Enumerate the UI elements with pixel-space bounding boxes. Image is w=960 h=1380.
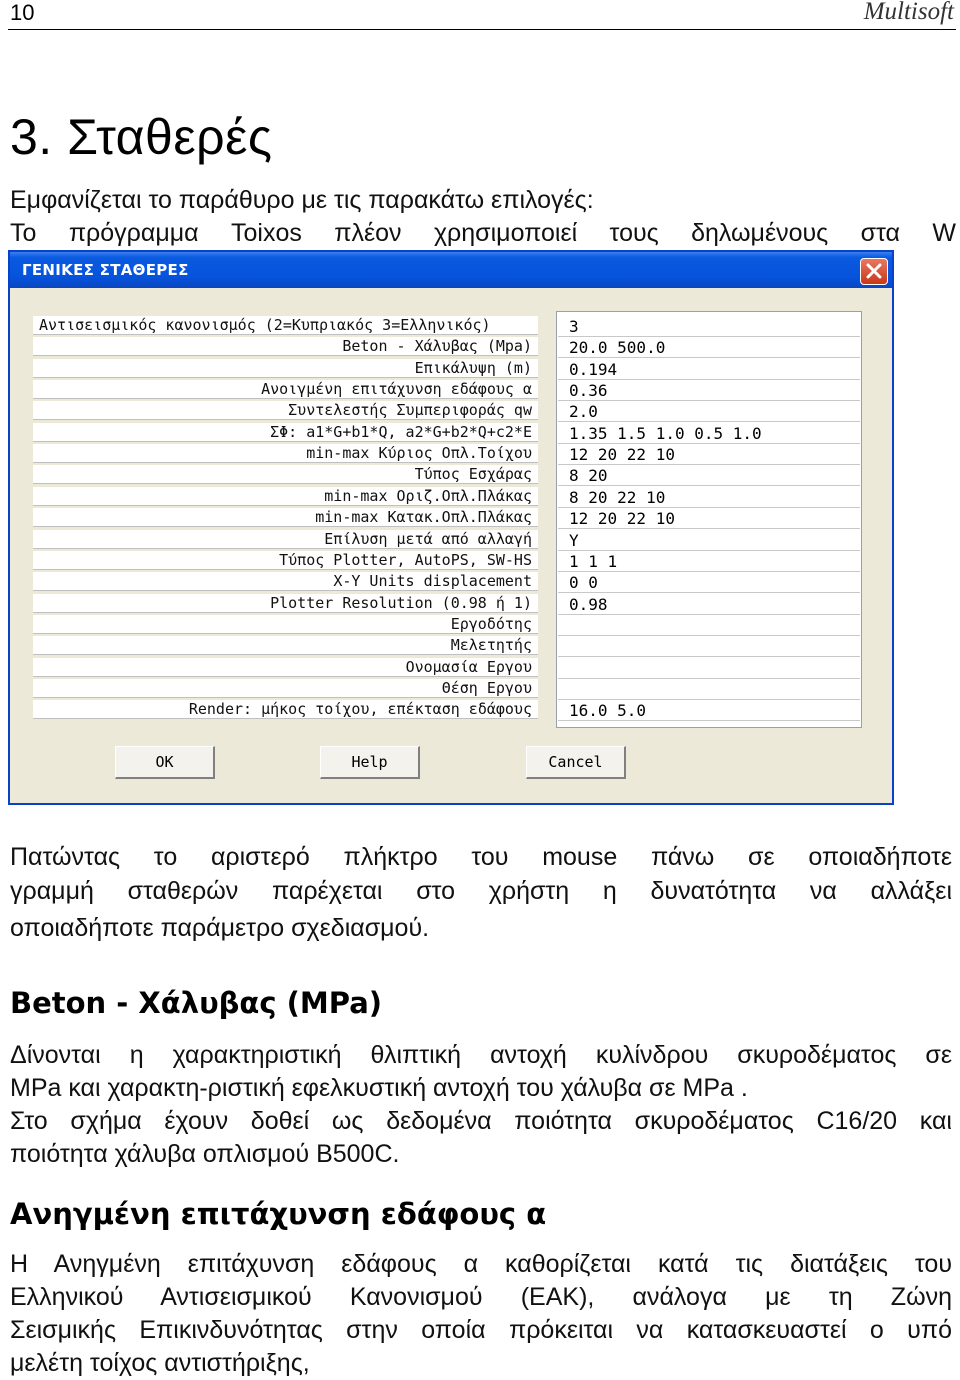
constant-label[interactable]: ΣΦ: a1*G+b1*Q, a2*G+b2*Q+c2*E <box>33 423 538 442</box>
constant-label[interactable]: Beton - Χάλυβας (Mpa) <box>33 337 538 356</box>
constant-value-field[interactable]: 20.0 500.0 <box>558 338 860 358</box>
cancel-button[interactable]: Cancel <box>526 746 626 779</box>
constant-label[interactable]: Render: μήκος τοίχου, επέκταση εδάφους <box>33 700 538 719</box>
brand-name: Multisoft <box>863 0 954 25</box>
constant-label[interactable]: min-max Κατακ.Οπλ.Πλάκας <box>33 508 538 527</box>
constant-value-field[interactable]: 8 20 22 10 <box>558 488 860 508</box>
constant-label[interactable]: Μελετητής <box>33 636 538 655</box>
constant-label[interactable]: min-max Οριζ.Οπλ.Πλάκας <box>33 487 538 506</box>
constant-label[interactable]: Θέση Εργου <box>33 679 538 698</box>
para1-line-3: οποιαδήποτε παράμετρο σχεδιασμού. <box>10 914 430 942</box>
constant-value-field[interactable]: 16.0 5.0 <box>558 701 860 721</box>
constant-label[interactable]: Τύπος Εσχάρας <box>33 465 538 484</box>
page-number: 10 <box>10 0 35 25</box>
beton-line-2: MPa και χαρακτη-ριστική εφελκυστική αντοχή του χάλυβα σε MPa . <box>10 1074 748 1102</box>
constant-value-field[interactable]: 8 20 <box>558 466 860 486</box>
ok-button[interactable]: OK <box>115 746 215 779</box>
constant-value-field[interactable] <box>558 637 860 657</box>
constant-value-field[interactable]: 12 20 22 10 <box>558 445 860 465</box>
constant-label[interactable]: Επίλυση μετά από αλλαγή <box>33 530 538 549</box>
constant-value-field[interactable]: 0.36 <box>558 381 860 401</box>
beton-line-1: Δίνονται η χαρακτηριστική θλιπτική αντοχή κυλίνδρου σκυροδέματος σε <box>10 1041 952 1069</box>
constant-label[interactable]: Αντισεισμικός κανονισμός (2=Κυπριακός 3=Ελληνικός) <box>33 316 538 335</box>
constant-label[interactable]: Ονομασία Εργου <box>33 658 538 677</box>
section-heading-beton: Beton - Χάλυβας (MPa) <box>10 986 383 1020</box>
constant-value-field[interactable]: 0 0 <box>558 573 860 593</box>
constant-value-field[interactable]: 0.194 <box>558 360 860 380</box>
help-button[interactable]: Help <box>320 746 420 779</box>
constant-label[interactable]: Εργοδότης <box>33 615 538 634</box>
constant-value-field[interactable]: 0.98 <box>558 595 860 615</box>
accel-line-2: Ελληνικού Αντισεισμικού Κανονισμού (ΕΑΚ), ανάλογα με τη Ζώνη <box>10 1283 952 1311</box>
section-title: 3. Σταθερές <box>10 109 273 165</box>
dialog-title: ΓΕΝΙΚΕΣ ΣΤΑΘΕΡΕΣ <box>22 261 189 279</box>
constant-value-field[interactable]: 1.35 1.5 1.0 0.5 1.0 <box>558 424 860 444</box>
constant-label[interactable]: Ανοιγμένη επιτάχυνση εδάφους α <box>33 380 538 399</box>
para1-line-1: Πατώντας το αριστερό πλήκτρο του mouse πάνω σε οποιαδήποτε <box>10 843 952 871</box>
section-heading-acceleration: Ανηγμένη επιτάχυνση εδάφους α <box>10 1197 547 1231</box>
constant-value-field[interactable]: Y <box>558 531 860 551</box>
accel-line-4: μελέτη τοίχος αντιστήριξης, <box>10 1349 310 1377</box>
constant-value-field[interactable]: 2.0 <box>558 402 860 422</box>
constant-label[interactable]: X-Y Units displacement <box>33 572 538 591</box>
para1-line-2: γραμμή σταθερών παρέχεται στο χρήστη η δυνατότητα να αλλάξει <box>10 877 952 905</box>
constant-value-field[interactable] <box>558 616 860 636</box>
close-button[interactable] <box>860 258 888 285</box>
constant-value-field[interactable]: 12 20 22 10 <box>558 509 860 529</box>
constant-label[interactable]: Plotter Resolution (0.98 ή 1) <box>33 594 538 613</box>
page-header <box>8 0 956 30</box>
close-icon <box>866 263 882 279</box>
dialog-titlebar[interactable] <box>10 252 892 288</box>
constant-value-field[interactable]: 1 1 1 <box>558 552 860 572</box>
constant-label[interactable]: min-max Κύριος Οπλ.Τοίχου <box>33 444 538 463</box>
intro-line-2: Το πρόγραμμα Toixos πλέον χρησιμοποιεί τους δηλωμένους στα W <box>10 219 956 247</box>
constant-label[interactable]: Συντελεστής Συμπεριφοράς qw <box>33 401 538 420</box>
constant-label[interactable]: Τύπος Plotter, AutoPS, SW-HS <box>33 551 538 570</box>
constants-dialog <box>8 250 894 805</box>
intro-line-1: Εμφανίζεται το παράθυρο με τις παρακάτω επιλογές: <box>10 186 594 214</box>
beton-line-4: ποιότητα χάλυβα οπλισμού B500C. <box>10 1140 400 1168</box>
constant-label[interactable]: Επικάλυψη (m) <box>33 359 538 378</box>
beton-line-3: Στο σχήμα έχουν δοθεί ως δεδομένα ποιότητα σκυροδέματος C16/20 και <box>10 1107 952 1135</box>
constant-value-field[interactable]: 3 <box>558 317 860 337</box>
constant-value-field[interactable] <box>558 659 860 679</box>
accel-line-3: Σεισμικής Επικινδυνότητας στην οποία πρόκειται να κατασκευαστεί ο υπό <box>10 1316 952 1344</box>
accel-line-1: Η Ανηγμένη επιτάχυνση εδάφους α καθορίζεται κατά τις διατάξεις του <box>10 1250 952 1278</box>
constant-value-field[interactable] <box>558 680 860 700</box>
